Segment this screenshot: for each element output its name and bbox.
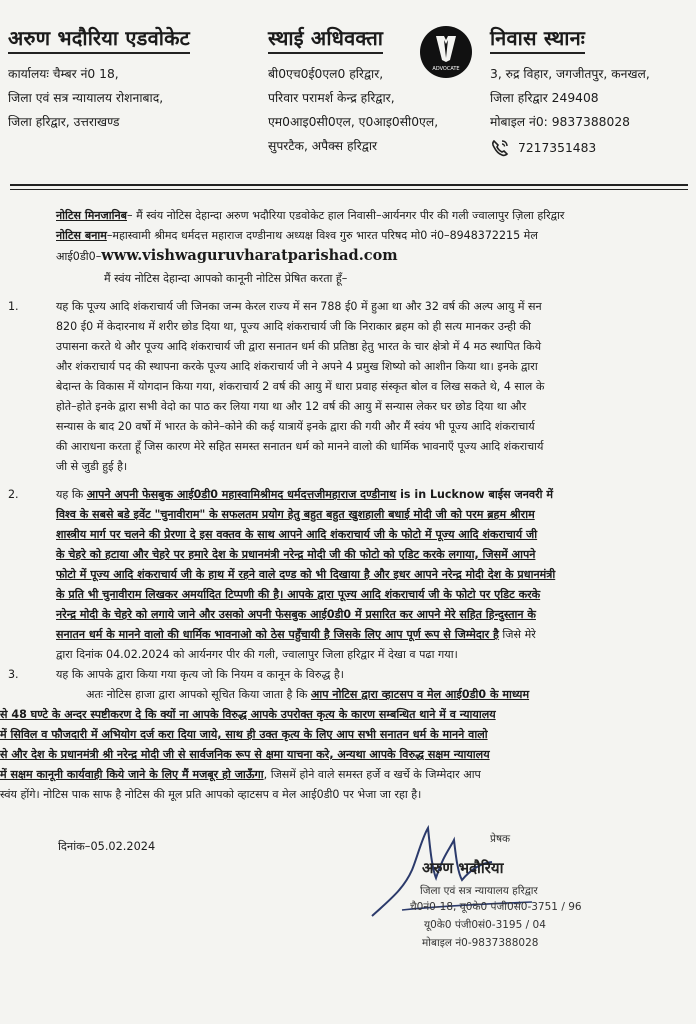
paragraph-line: की आराधना करता हूँ जिस कारण मेरे सहित समस्त सनातन धर्म को मानने वालो की धार्मिक भावनाएँ पूज्य आदि शंकराचार्य	[56, 440, 544, 453]
paragraph-line: के चेहरे को हटाया और चेहरे पर हमारे देश के प्रधानमंत्री नरेन्द्र मोदी जी की फोटो को एडिट करके लगाया, जिसमें आपने	[56, 548, 536, 561]
phone-number: 7217351483	[518, 141, 597, 155]
intro-line: मैं स्वंय नोटिस देहान्दा आपको कानूनी नोटिस प्रेषित करता हूँ–	[104, 272, 348, 285]
residence-line: 3, रुद्र विहार, जगजीतपुर, कनखल,	[490, 67, 650, 81]
paragraph-line	[56, 485, 676, 505]
paragraph-line: स्वंय होंगे। नोटिस पाक साफ है नोटिस की मूल प्रति आपको व्हाटसप व मेल आई0डी0 पर भेजा जा रहा है।	[0, 788, 422, 801]
logo-caption: ADVOCATE	[432, 66, 460, 72]
sender-label: प्रेषक	[490, 833, 511, 845]
paragraph-line: सन्यास के बाद 20 वर्षो में भारत के कोने–कोने की कई यात्रायें इनके द्वारा की गयी और मैं स्वंय भी पूज्य आदि शंकराचार्य	[56, 420, 535, 433]
paragraph-line: यह कि पूज्य आदि शंकराचार्य जी जिनका जन्म केरल राज्य में सन 788 ई0 में हुआ था और 32 वर्ष की अल्प आयु में सन	[56, 300, 542, 313]
advocate-name: अरुण भदौरिया एडवोकेट	[8, 24, 190, 54]
paragraph-line: 820 ई0 में केदारनाथ में शरीर छोड दिया था, पूज्य आदि शंकराचार्य जी कि निराकार ब्रहम को ही सत्य मानकर उन्ही की	[56, 320, 531, 333]
paragraph-line	[0, 765, 676, 785]
text-span: आप नोटिस द्वारा व्हाटसप व मेल आई0डी0 के माध्यम	[310, 688, 530, 701]
paragraph-number: 2.	[8, 488, 19, 501]
paragraph-line: उपासना करते थे और पूज्य आदि शंकराचार्य जी द्वारा सनातन धर्म की प्रतिष्ठा हेतु भारत के चार क्षेत्रो में 4 मठ स्थापित किये	[56, 340, 542, 353]
to-text: –महास्वामी श्रीमद धर्मदत्त महाराज दण्डीनाथ अध्यक्ष विश्व गुरु भारत परिषद मो0 नं0–8948372215 मेल	[106, 229, 538, 242]
paragraph-line	[0, 685, 676, 705]
text-span: यह कि	[56, 488, 87, 501]
notice-from	[56, 206, 676, 226]
paragraph-1	[8, 297, 676, 477]
mobile-line: मोबाइल नं0: 9837388028	[490, 115, 630, 129]
paragraph-line: फोटो में पूज्य आदि शंकराचार्य जी के हाथ में रहने वाले दण्ड को भी दिखाया है और इधर आपने नरेन्द्र मोदी देश के प्रधानमंत्री	[56, 568, 556, 581]
stamp-line: मोबाइल नं0-9837388028	[422, 937, 539, 949]
office-address-line: जिला हरिद्वार, उत्तराखण्ड	[8, 115, 120, 129]
website-text: www.vishwaguruvharatparishad.com	[101, 247, 398, 264]
email-line	[0, 246, 676, 267]
sender-name: अरुण भदौरिया	[422, 859, 504, 877]
counsel-line: परिवार परामर्श केन्द्र हरिद्वार,	[268, 91, 395, 105]
text-span: सनातन धर्म के मानने वालो की धार्मिक भावनाओ को ठेस पहुँचायी है जिसके लिए आप पूर्ण रूप से जिम्मेदार है	[56, 628, 499, 641]
divider	[10, 189, 688, 190]
text-span: अतः नोटिस हाजा द्वारा आपको सूचित किया जाता है कि	[86, 688, 311, 701]
paragraph-line: और शंकराचार्य पद की स्थापना करके पूज्य आदि शंकराचार्य जी ने अपने 4 प्रमुख शिष्यो को आशीन किया था। इनके द्वारा	[56, 360, 538, 373]
paragraph-line: यह कि आपके द्वारा किया गया कृत्य जो कि नियम व कानून के विरुद्ध है।	[56, 668, 344, 681]
phone-row	[490, 136, 694, 160]
from-label: नोटिस मिनजानिब	[56, 209, 127, 222]
paragraph-line: से और देश के प्रधानमंत्री श्री नरेन्द्र मोदी जी से सार्वजनिक रूप से क्षमा याचना करे, अन्यथा आपके विरुद्ध सक्षम न्यायालय	[0, 748, 490, 761]
office-address-line: कार्यालयः चैम्बर नं0 18,	[8, 67, 119, 81]
letterhead-middle	[268, 24, 439, 158]
residence-title: निवास स्थानः	[490, 24, 585, 54]
paragraph-line: द्वारा दिनांक 04.02.2024 को आर्यनगर पीर की गली, ज्वालापुर जिला हरिद्वार में देखा व पढा गया।	[56, 648, 458, 661]
paragraph-line	[56, 625, 676, 645]
text-span: में सक्षम कानूनी कार्यवाही किये जाने के लिए मैं मजबूर हो जाऊँगा	[0, 768, 264, 781]
paragraph-line: में सिविल व फौजदारी में अभियोग दर्ज करा दिया जाये, साथ ही उक्त कृत्य के लिए आप सभी सनातन धर्म के मानने वालो	[0, 728, 488, 741]
email-prefix: आई0डी0–	[56, 250, 102, 263]
advocate-logo	[420, 26, 472, 78]
paragraph-line: से 48 घण्टे के अन्दर स्पष्टीकरण दे कि क्यों ना आपके विरुद्ध आपके उपरोक्त कृत्य के कारण सम्बन्धित थाने में व न्यायालय	[0, 708, 496, 721]
advocate-band-icon	[432, 34, 460, 64]
office-address-line: जिला एवं सत्र न्यायालय रोशनाबाद,	[8, 91, 164, 105]
letterhead-left	[8, 24, 260, 134]
phone-icon	[490, 138, 510, 158]
letterhead-right	[490, 24, 694, 160]
standing-counsel-title: स्थाई अधिवक्ता	[268, 24, 383, 54]
facebook-id-text: आपने अपनी फेसबुक आई0डी0 महास्वामिश्रीमद धर्मदत्तजीमहाराज दण्डीनाथ	[86, 488, 397, 501]
paragraph-line: विश्व के सबसे बडे इवेंट "चुनावीराम" के सफलतम प्रयोग हेतु बहुत बहुत खुशहाली बधाई मोदी जी को परम ब्रहम श्रीराम	[56, 508, 535, 521]
paragraph-line: के प्रति भी चुनावीराम लिखकर अमर्यादित टिप्पणी की है। आपके द्वारा पूज्य आदि शंकराचार्य जी के फोटो पर एडिट करके	[56, 588, 541, 601]
paragraph-number: 1.	[8, 300, 19, 313]
notice-body	[0, 206, 676, 805]
signature-block	[362, 818, 692, 958]
paragraph-line: शास्त्रीय मार्ग पर चलने की प्रेरणा दे इस वक्तव के साथ आपने आदि शंकराचार्य जी के फोटो में पूज्य आदि शंकराचार्य जी	[56, 528, 538, 541]
counsel-line: एम0आइ0सी0एल, ए0आइ0सी0एल,	[268, 115, 439, 129]
paragraph-line: जी से जुडी हुई है।	[56, 460, 128, 473]
from-text: – मैं स्वंय नोटिस देहान्दा अरुण भदौरिया एडवोकेट हाल निवासी–आर्यनगर पीर की गली ज्वालापुर ज़िला हरिद्वार	[127, 209, 565, 222]
paragraph-number: 3.	[8, 668, 19, 681]
stamp-line: यू0के0 पंजी0सं0-3195 / 04	[424, 919, 546, 931]
notice-to	[56, 226, 676, 246]
counsel-line: सुपरटैक, अपैक्स हरिद्वार	[268, 139, 378, 153]
text-span: जिसे मेरे	[498, 628, 536, 641]
paragraph-line: नरेन्द्र मोदी के चेहरे को लगाये जाने और उसको अपनी फेसबुक आई0डी0 में प्रसारित कर आपने मेरे सहित हिन्दुस्तान के	[56, 608, 536, 621]
counsel-line: बी0एच0ई0एल0 हरिद्वार,	[268, 67, 384, 81]
residence-line: जिला हरिद्वार 249408	[490, 91, 599, 105]
stamp-line: चै0नं0-18, यू0के0 पंजी0सं0-3751 / 96	[410, 901, 582, 913]
text-span: , जिसमें होने वाले समस्त हर्जे व खर्चे के जिम्मेदार आप	[263, 768, 481, 781]
to-label: नोटिस बनाम	[56, 229, 107, 242]
notice-date: दिनांक–05.02.2024	[58, 840, 156, 853]
stamp-line: जिला एवं सत्र न्यायालय हरिद्वार	[420, 885, 538, 897]
paragraph-line: होते–होते इनके द्वारा सभी वेदो का पाठ कर लिया गया था और 12 वर्ष की आयु में सन्यास लेकर घर छोड दिया था और	[56, 400, 527, 413]
text-span: is in Lucknow बाईस जनवरी में	[396, 488, 553, 501]
paragraph-line: बेदान्त के विकास में योगदान किया गया, शंकराचार्य 2 वर्ष की आयु में धारा प्रवाह संस्कृत बोल व लिख सकते थे, 4 साल के	[56, 380, 545, 393]
paragraph-3	[8, 665, 676, 685]
closing-paragraph	[0, 685, 676, 805]
paragraph-2	[8, 485, 676, 665]
divider	[10, 184, 688, 186]
